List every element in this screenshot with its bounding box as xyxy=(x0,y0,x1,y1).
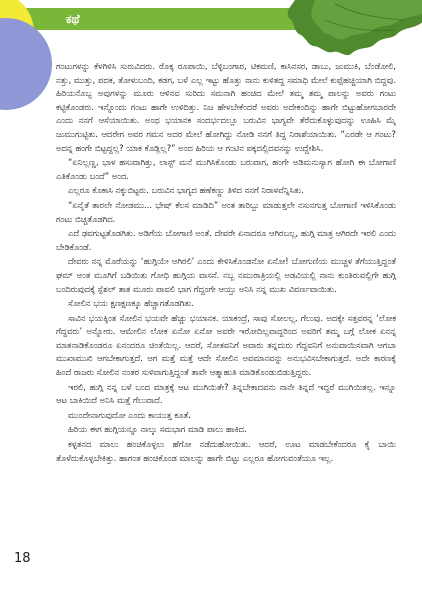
story-body xyxy=(56,60,396,466)
header-band xyxy=(0,0,422,40)
paragraph: “ಏನೈತೆ ತಾರಲೇ ನೋಡಮು... ಭೇಷ್ ಕೆಲಸ ಮಾಡಿದಿ” ಅಂತ ತಾರಿಬ್ಬು ಮಾಡುತ್ತಲೇ ನಸುನಗುತ್ತ ಬೋಗಾಣಿ ಇಳಿಸಿಕೊಂಡು ಗಂಟು ಬಿಚ್ಚತೊಡಗಿದ. xyxy=(56,199,396,224)
leaf-illustration xyxy=(255,0,422,58)
paragraph: ಸಾವಿನ ಭಯಕ್ಕಿಂತ ಸೋಲಿನ ಭಯವೇ ಹೆಚ್ಚು ಭಯಾನಕ. ಯಾಕಂದ್ರೆ, ಸಾವು ಸೋಲಲ್ಲ, ಗೆಲುವು. ಅದಕ್ಕೇ ಸತ್ತವರನ್ನ ‘ಲೋಕ ಗೆದ್ದವರು’ ಅನ್ನೋರು. ಆಮೇಲಿನ ಲೋಕ ಏನೋ ಏನೋ ಅವರೇ ಇರೋದಿಲ್ಲವಾದ್ದರಿಂದ ಅವರಿಗೆ ತಮ್ಮ ಬಗ್ಗೆ ಲೋಕ ಏನನ್ನ ಮಾತನಾಡಿಕೊಂಡರೂ ಏನಂದರೂ ಚಿಂತೆಯಿಲ್ಲ. ಆದರೆ, ಸೋತವನಿಗೆ ಅವಾರು ತನ್ನದುರು ಗೆದ್ದವನಿಗೆ ಅನುವಾಯಿಸವಾಗಿ ಆಗಬಾ ಮುಖಾಮುಖಿ ಆಗಬೇಕಾಗುತ್ತದೆ. ಆಗ ಮತ್ತೆ ಮತ್ತೆ ಆದೇ ಸೋಲಿನ ಅವಮಾನವನ್ನು ಅನುಭವಿಸಬೇಕಾಗುತ್ತದೆ. ಅದೇ ಕಾರಣಕ್ಕೆ ಹಿಂದೆ ರಾಜರು ಸೋಲಿನ ನಂತರ ಸುಳಿವಾಗುತ್ತಿದ್ದಂತೆ ತಾವೇ ಆತ್ಮಾಹುತಿ ಮಾಡಿಕೊಂಡುಬಿಡುತ್ತಿದ್ದರು. xyxy=(56,312,396,378)
paragraph: “ಏನಿಲ್ಲಣ್ಣ, ಭಾಳ ಹಸುವಾಗಿತ್ತು, ಲಾಸ್ಟ್ ಮನೆ ಮುಗಿಸಿಕೊಂಡು ಬರುವಾಗ, ಹಂಗೇ ಅಡಿಮನುಸ್ಯಾಗ ಹೋಗಿ ಈ ಬೋಗಾಣಿ ಎತಿಕೊಂಡು ಬಂದೆ” ಅಂದ. xyxy=(56,157,396,181)
paragraph: ಕಳ್ಳತನದ ಮಾಲು ಹಂಚಿಕೊಳ್ಳಲು ಹೆಗೋ ನಡೆದುಹೋಯಿತು. ಆದರೆ, ಊಟ ಮಾಡಬೇಕೆಂದರೂ ಕೈ ಬಾಯಿ ತೊಳೆದುಕೊಳ್ಳಬೇಕಿತ್ತು. ಹಾಗಂತ ಹಂಚಿಕೊಂಡ ಮಾಲನ್ನು ಹಾಗೇ ಬಿಟ್ಟು ಎಲ್ಲರೂ ಹೋಗುವಂತೆಯೂ ಇಲ್ಲ. xyxy=(56,439,396,463)
paragraph: ಹಿರಿಯ ಈಗ ಹುಗ್ಗಿಯನ್ನೂ ನಾಲ್ಕು ಸಮಭಾಗ ಮಾಡಿ ಪಾಲು ಹಾಕಿದ. xyxy=(68,424,247,435)
paragraph: ಎದೆ ಢವಗುಟ್ಟತೊಡಗಿತು. ಅಡಿಗೆಯ ಬೋಗಾಣಿ ಅಂತೆ. ದೇವರೇ ಏನಾದರೂ ಆಗಿರಬಲ್ಲ, ಹುಗ್ಗಿ ಮಾತ್ರ ಆಗಿರದೇ ಇರಲಿ ಎಂದು ಬೇಡಿಕೊಂಡೆ. xyxy=(56,228,396,252)
section-title: ಕಥೆ xyxy=(66,12,80,26)
paragraph: ದೇವರು ನನ್ನ ಮೊರೆಯನ್ನು ‘ಹುಗ್ಗಿಯೇ ಆಗಿರಲಿ’ ಎಂದು ಕೇಳಿಸಿಕೊಂಡನೋ ಏನೋ! ಬೋಗುಣಿಯ ಮುಚ್ಚಳ ತೆಗೆಯುತ್ತಿದ್ದಂತೆ ಘಮ್ ಅಂತ ಮೂಗಿಗೆ ಬಡಿಯಿತು ಗೋಧಿ ಹುಗ್ಗಿಯ ವಾಸನೆ. ನಬ್ಬ ನಮುರಾತ್ರಿಯಲ್ಲಿ ಅಡವಿಯಲ್ಲಿ ನಾನು ಕುಂತಿರುವಲ್ಲಿಗೇ ಹುಗ್ಗಿ ಬಂದಿರುವುದಕ್ಕೆ ಸ್ಪೆಶಲ್ ತಾತ ಮೂರು ಪಾವಲಿ ಭಾಗ ಗೆದ್ದಂಗೇ ಆಯ್ತು ಅನಿಸಿ ನನ್ನ ಮುಖ ವಿವರ್ಣವಾಯಿತು. xyxy=(56,256,396,294)
paragraph: ಸೋಲಿನ ಭಯ ಕ್ಷಣಕ್ಷಣಕ್ಕೂ ಹೆಚ್ಚಾಗತೊಡಗಿತು. xyxy=(68,298,195,309)
page-number: 18 xyxy=(14,551,31,566)
purple-circle-decoration xyxy=(0,18,52,110)
paragraph: ಮುಂದೇನಾಗುವುದೋ ಎಂದು ಕಾಯುತ್ತ ಕೂತೆ. xyxy=(68,409,191,420)
paragraph: ಇರಲಿ, ಹುಗ್ಗಿ ನನ್ನ ಬಳೆ ಬಂದ ಮಾತ್ರಕ್ಕೆ ಆಟ ಮುಗಿಯಿತೇ? ತಿನ್ನಬೇಕಾದವನು ನಾನೇ ತಿನ್ನದೆ ಇದ್ದರೆ ಮುಗಿಯಿತಲ್ಲ. ಇನ್ನೂ ಆಟ ಬಾಕಿಯಿದೆ ಅನಿಸಿ ಮತ್ತೆ ಗೆಲುವಾದೆ. xyxy=(56,381,396,406)
paragraph: ಗಂಟುಗಳನ್ನು ಕೆಳಗಿಳಿಸಿ ಸುರುವಿದರು. ರೊಕ್ಕ ರೂಪಾಯಿ, ಬೆಳ್ಳಿಬಂಗಾರ, ಟಿಕಮಣಿ, ಕಾಸಿನಸರ, ಡಾಬು, ಜುಮುಕಿ, ಬೆಂಡೋಲಿ, ನತ್ತು, ಮುತ್ತು, ಪದಕ, ತೋಳುಬಂದಿ, ಕಡಗ, ಬಳೆ ಎಲ್ಲ ಇಟ್ಟು ಹೊತ್ತು ನಾನು ಕುಳಿತದ್ದ ಸಮಾಧಿ ಮೇಲೆ ಕುಪ್ಪೆಹಚ್ಚಿಯಾಗಿ ಬಿದ್ದವು. ಹಿರಿಯನೊಬ್ಬ ಅವುಗಳನ್ನು ಮೂರು ಆಳಿನವ ಸುರಿದು ಸಮನಾಗಿ ಹಂಚಿದ ಮೇಲೆ ತಮ್ಮ ತಮ್ಮ ಪಾಲನ್ನು ಅವರು ಗಂಟು ಕಟ್ಟಿಕೊಂಡರು. ಇನ್ನೊಂದು ಗಂಟು ಹಾಗೇ ಉಳಿದಿತ್ತು. ನಿಜ ಹೇಳಬೇಕೆಂದರೆ ಅವರು ಅದೇಕಂದಿನ್ನು ಹಾಗೇ ಬಿಟ್ಟುಹೋಗಬಾರದೇ ಎಂದು ನನಗೆ ಆಸೆಯಾಯಿತು. ಅಂಥ ಭಯಾನಕ ಸಂದರ್ಭದಲ್ಲೂ ಬರುವಿನ ಭಾಗ್ಯವೇ ತೆರೆದುಕೊಳ್ಳುವುದನ್ನು ಊಹಿಸಿ ಮೈ ಜುಮುಗುಟ್ಟಿತು. ಆದರೇಗ ಅವರ ಗಮನ ಅದರ ಮೇಲೆ ಹೋಗಿದ್ದು ನೋಡಿ ನನಗೆ ತಿದ್ದ ನಿರಾಶೆಯಾಯಿತು. “ಎರಡೇ ಆ ಗಂಟು? ಅದನ್ನ ಹಂಗೇ ಬಿಟ್ಟದ್ದಲ್ಲ? ಯಾಕ ಕೊಡ್ಲಿಲ್ಲ?” ಅಂದ ಹಿರಿಯ ಆ ಗಂಟಿನ ಪಕ್ಕದಲ್ಲಿದವನನ್ನು ಉದ್ದೇಶಿಸಿ. xyxy=(56,61,396,153)
paragraph: ಎಲ್ಲರೂ ಕೊಕಾಸಿ ನಕ್ಕುಬಿಟ್ಟರು. ಬರುವಿನ ಭಾಗ್ಯದ ಹಣೆಕಣ್ಣು ತಿಳಿದ ನನಗೆ ನಿರಾಳವೆನ್ನಿಸಿತು. xyxy=(68,185,304,196)
